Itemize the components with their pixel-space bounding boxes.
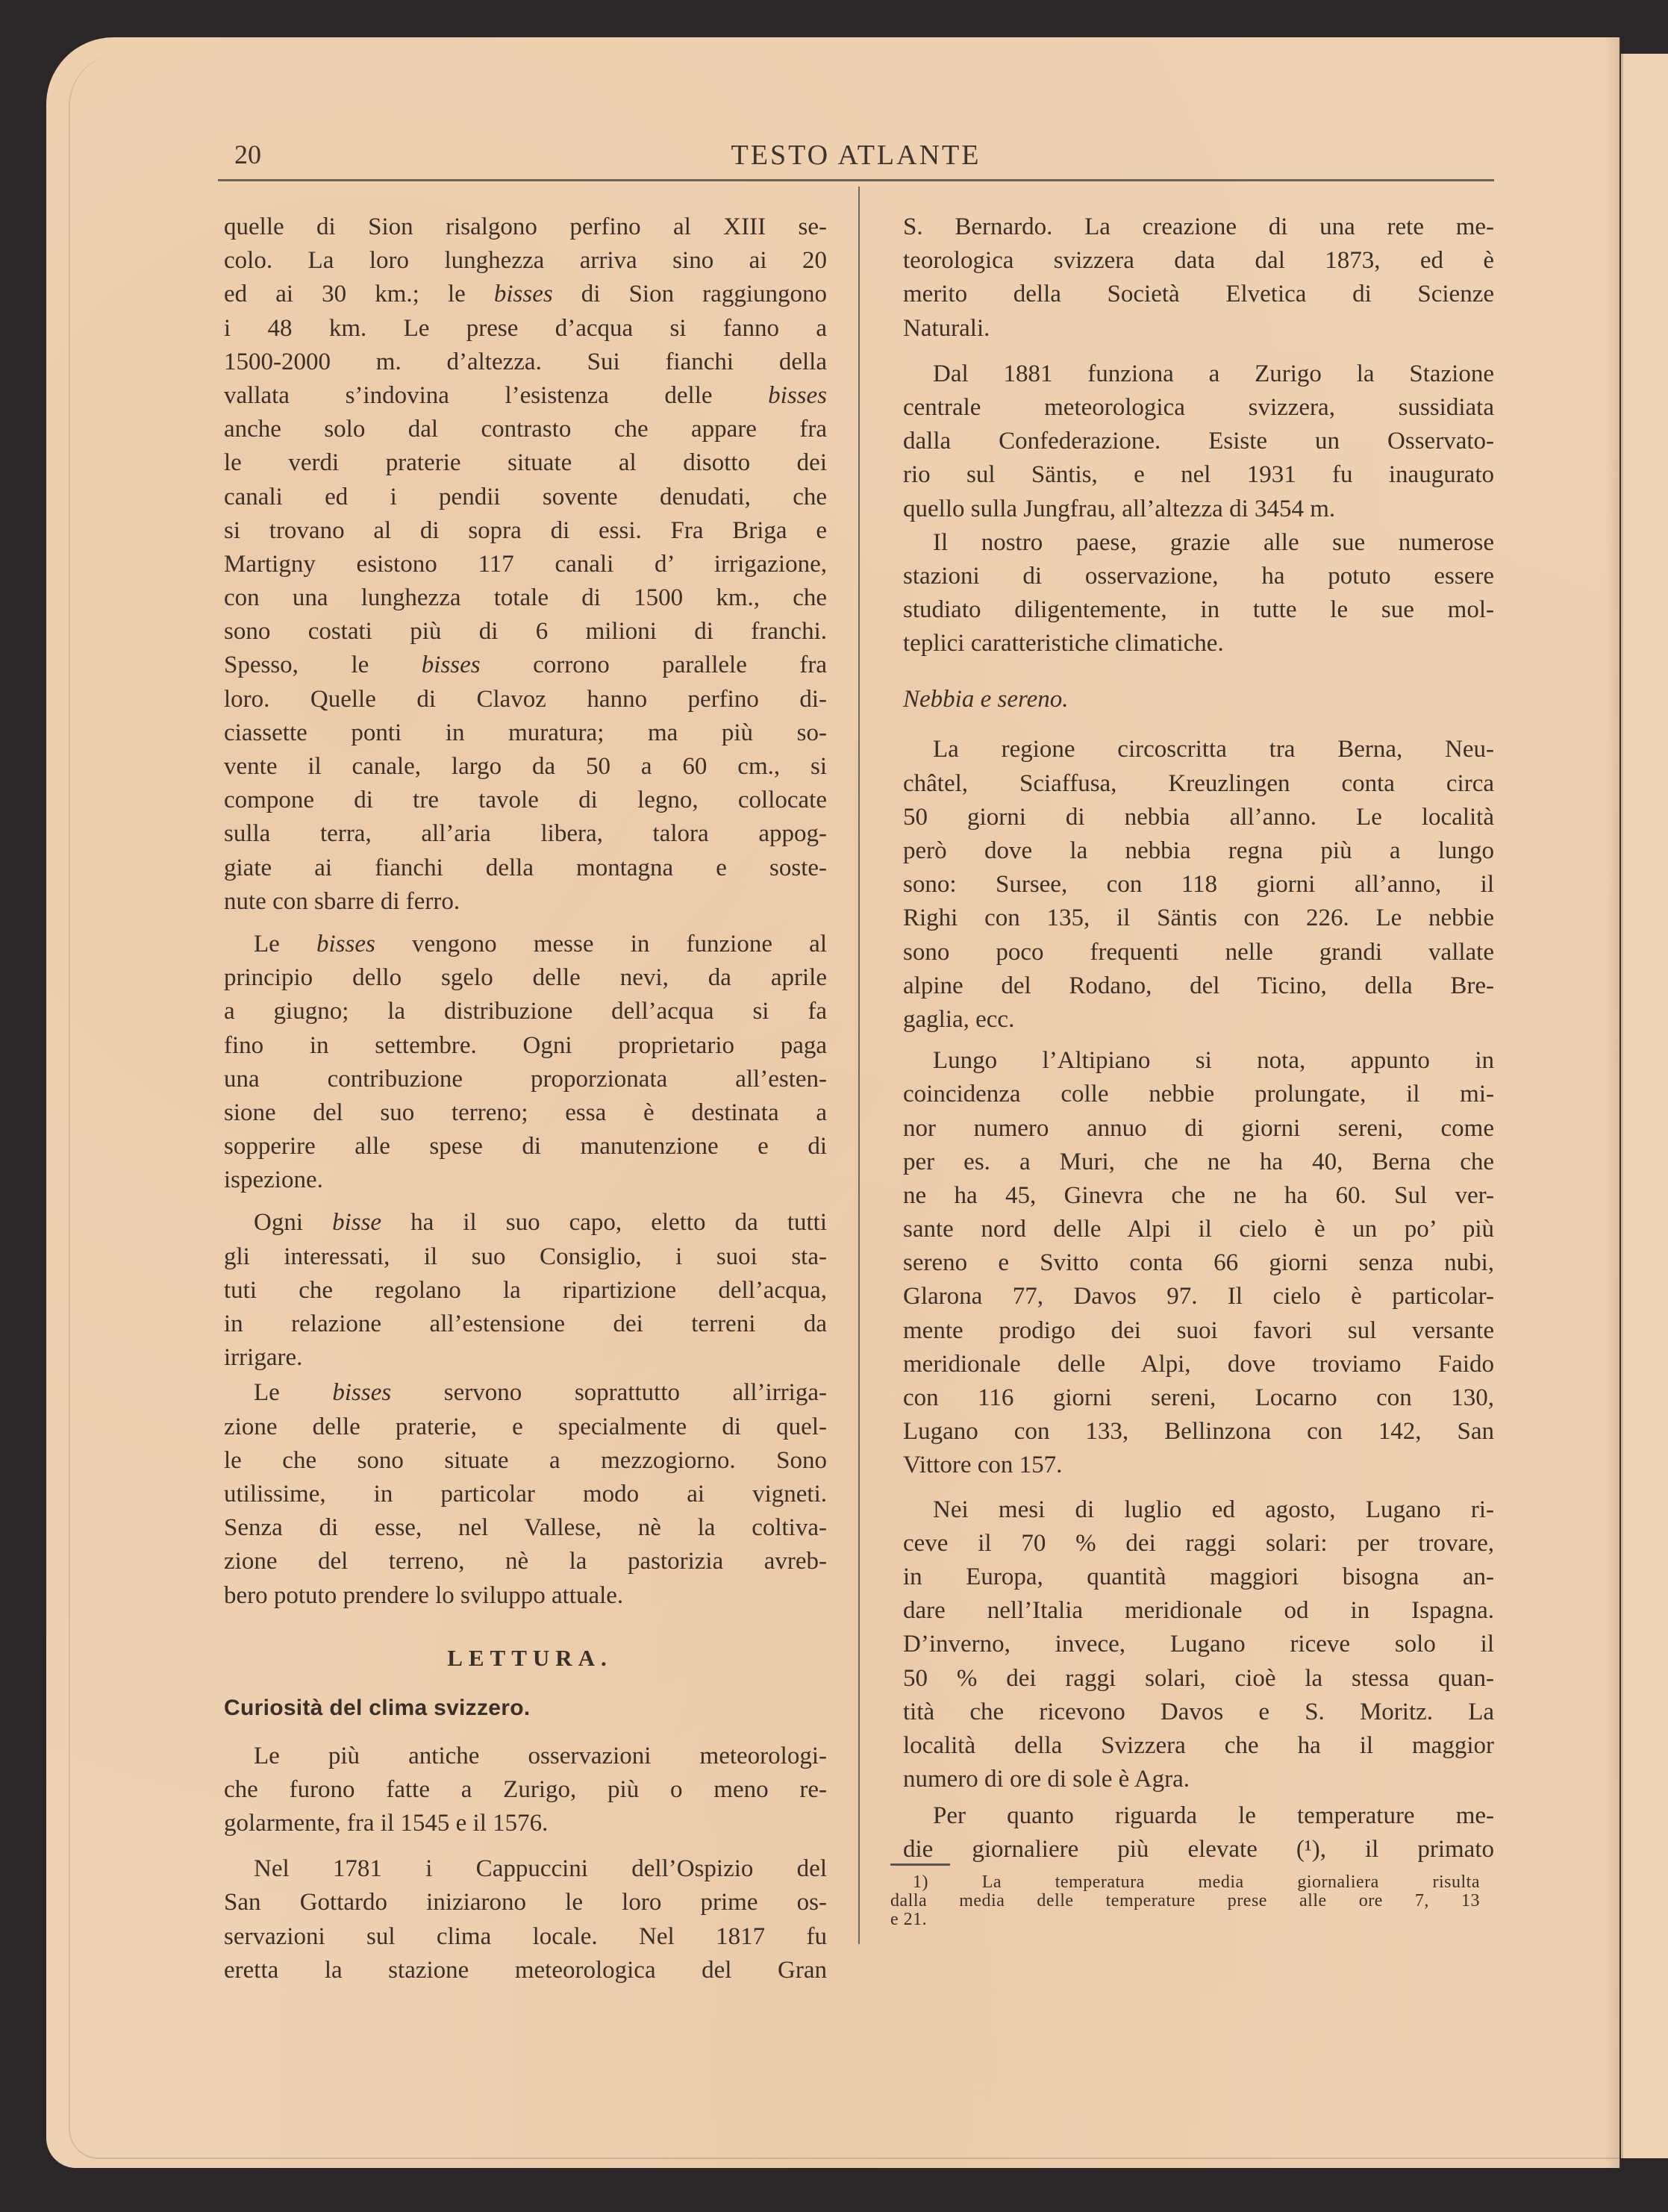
text-line: Le bisses vengono messe in funzione al — [254, 930, 827, 957]
text-line: sopperire alle spese di manutenzione e di — [224, 1133, 827, 1160]
paragraph — [224, 1206, 827, 1375]
text-line: a giugno; la distribuzione dell’acqua si fa — [224, 998, 827, 1025]
text-line: compone di tre tavole di legno, collocate — [224, 787, 827, 814]
text-line: Naturali. — [903, 314, 990, 342]
paragraph — [903, 526, 1494, 661]
paragraph — [224, 1852, 827, 1987]
text-line: tità che ricevono Davos e S. Moritz. La — [903, 1698, 1494, 1725]
text-line: centrale meteorologica svizzera, sussidiata — [903, 393, 1494, 421]
text-line: loro. Quelle di Clavoz hanno perfino di- — [224, 685, 827, 713]
text-line: sono costati più di 6 milioni di franchi. — [224, 618, 827, 646]
text-line: rio sul Säntis, e nel 1931 fu inaugurato — [903, 461, 1494, 489]
left-column — [224, 210, 827, 1987]
text-line: località della Svizzera che ha il maggior — [903, 1731, 1494, 1759]
header-rule — [218, 179, 1494, 181]
paragraph — [903, 1044, 1494, 1482]
text-line: sione del suo terreno; essa è destinata a — [224, 1099, 827, 1126]
text-line: 1500-2000 m. d’altezza. Sui fianchi della — [224, 348, 827, 375]
running-head — [218, 133, 1494, 178]
text-line: alpine del Rodano, del Ticino, della Bre- — [903, 972, 1494, 999]
italic-term: bisses — [332, 1379, 392, 1407]
text-line: le verdi praterie situate al disotto dei — [224, 449, 827, 477]
next-page-edge — [1621, 54, 1668, 2158]
text-line: ne ha 45, Ginevra che ne ha 60. Sul ver- — [903, 1181, 1494, 1209]
text-line: con 116 giorni sereni, Locarno con 130, — [903, 1384, 1494, 1411]
text-line: teorologica svizzera data dal 1873, ed è — [903, 247, 1494, 275]
text-line: si trovano al di sopra di essi. Fra Briga e — [224, 516, 827, 544]
text-line: Senza di esse, nel Vallese, nè la coltiva- — [224, 1514, 827, 1542]
text-line: châtel, Sciaffusa, Kreuzlingen conta circa — [903, 769, 1494, 797]
text-line: sono: Sursee, con 118 giorni all’anno, il — [903, 871, 1494, 899]
text-line: i 48 km. Le prese d’acqua si fanno a — [224, 314, 827, 342]
text-line: teplici caratteristiche climatiche. — [903, 630, 1224, 657]
text-line: ed ai 30 km.; le bisses di Sion raggiungono — [224, 281, 827, 308]
text-line: Per quanto riguarda le temperature me- — [933, 1802, 1494, 1830]
text-line: bero potuto prendere lo sviluppo attuale. — [224, 1581, 624, 1609]
text-line: quello sulla Jungfrau, all’altezza di 3454 m. — [903, 495, 1336, 522]
text-line: Glarona 77, Davos 97. Il cielo è particolar- — [903, 1283, 1494, 1310]
text-line: ciassette ponti in muratura; ma più so- — [224, 719, 827, 746]
text-line: Martigny esistono 117 canali d’ irrigazione, — [224, 550, 827, 578]
text-line: Dal 1881 funziona a Zurigo la Stazione — [933, 360, 1494, 387]
text-line: sante nord delle Alpi il cielo è un po’ più — [903, 1216, 1494, 1243]
paragraph — [903, 357, 1494, 526]
text-line: merito della Società Elvetica di Scienze — [903, 281, 1494, 308]
text-line: Le più antiche osservazioni meteorologi- — [254, 1742, 827, 1769]
spine-shadow — [1605, 37, 1621, 2168]
text-line: vente il canale, largo da 50 a 60 cm., si — [224, 753, 827, 780]
text-line: le che sono situate a mezzogiorno. Sono — [224, 1446, 827, 1474]
text-line: fino in settembre. Ogni proprietario paga — [224, 1031, 827, 1059]
text-line: con una lunghezza totale di 1500 km., che — [224, 584, 827, 612]
running-title: TESTO ATLANTE — [731, 140, 981, 171]
text-line: nute con sbarre di ferro. — [224, 887, 460, 915]
text-line: golarmente, fra il 1545 e il 1576. — [224, 1810, 549, 1837]
paragraph — [224, 210, 827, 919]
paragraph — [903, 1493, 1494, 1797]
paragraph — [903, 210, 1494, 346]
paragraph — [224, 1376, 827, 1612]
text-line: principio dello sgelo delle nevi, da aprile — [224, 964, 827, 992]
text-line: sulla terra, all’aria libera, talora appog- — [224, 820, 827, 848]
text-line: Vittore con 157. — [903, 1452, 1063, 1479]
section-heading-nebbia: Nebbia e sereno. — [903, 686, 1069, 713]
italic-term: bisses — [316, 930, 375, 957]
reading-heading: LETTURA. — [447, 1644, 613, 1671]
italic-term: bisse — [332, 1209, 382, 1237]
text-line: Lungo l’Altipiano si nota, appunto in — [933, 1047, 1494, 1075]
paragraph — [224, 1740, 827, 1841]
text-line: Lugano con 133, Bellinzona con 142, San — [903, 1418, 1494, 1446]
text-line: mente prodigo dei suoi favori sul versante — [903, 1316, 1494, 1344]
right-column — [903, 210, 1494, 1867]
text-line: canali ed i pendii sovente denudati, che — [224, 483, 827, 510]
text-line: 1) La temperatura media giornaliera risulta — [913, 1872, 1480, 1892]
text-line: meridionale delle Alpi, dove troviamo Faido — [903, 1350, 1494, 1378]
text-line: stazioni di osservazione, ha potuto essere — [903, 562, 1494, 590]
text-line: San Gottardo iniziarono le loro prime os- — [224, 1889, 827, 1916]
text-line: ispezione. — [224, 1166, 323, 1194]
text-line: Nel 1781 i Cappuccini dell’Ospizio del — [254, 1855, 827, 1883]
italic-term: bisses — [493, 281, 553, 308]
footnote-rule — [890, 1863, 950, 1866]
text-line: anche solo dal contrasto che appare fra — [224, 416, 827, 443]
text-line: nor numero annuo di giorni sereni, come — [903, 1114, 1494, 1142]
paragraph — [903, 733, 1494, 1037]
text-line: studiato diligentemente, in tutte le sue mol- — [903, 596, 1494, 624]
text-line: in Europa, quantità maggiori bisogna an- — [903, 1563, 1494, 1590]
italic-term: bisses — [768, 381, 827, 409]
text-line: 50 % dei raggi solari, cioè la stessa quan- — [903, 1664, 1494, 1692]
text-line: servazioni sul clima locale. Nel 1817 fu — [224, 1922, 827, 1950]
page-number: 20 — [234, 140, 261, 169]
text-line: colo. La loro lunghezza arriva sino ai 20 — [224, 247, 827, 275]
column-divider — [858, 187, 860, 1944]
italic-term: bisses — [421, 652, 481, 679]
text-line: Spesso, le bisses corrono parallele fra — [224, 652, 827, 679]
text-line: sono poco frequenti nelle grandi vallate — [903, 938, 1494, 966]
text-line: dalla Confederazione. Esiste un Osservato- — [903, 428, 1494, 455]
text-line: Le bisses servono soprattutto all’irriga- — [254, 1379, 827, 1407]
text-line: giate ai fianchi della montagna e soste- — [224, 854, 827, 881]
text-line: dalla media delle temperature prese alle ore 7, 13 — [890, 1891, 1480, 1910]
paragraph — [224, 928, 827, 1198]
text-line: vallata s’indovina l’esistenza delle bisses — [224, 381, 827, 409]
text-line: La regione circoscritta tra Berna, Neu- — [933, 736, 1494, 763]
text-line: irrigare. — [224, 1344, 303, 1372]
footnote — [890, 1873, 1480, 1929]
text-line: numero di ore di sole è Agra. — [903, 1766, 1190, 1793]
text-line: dare nell’Italia meridionale od in Ispagna. — [903, 1597, 1494, 1625]
text-line: però dove la nebbia regna più a lungo — [903, 837, 1494, 864]
text-line: Ogni bisse ha il suo capo, eletto da tutti — [254, 1209, 827, 1237]
text-line: gaglia, ecc. — [903, 1005, 1015, 1033]
text-line: tuti che regolano la ripartizione dell’acqua, — [224, 1276, 827, 1304]
text-line: e 21. — [890, 1910, 928, 1929]
reading-title: Curiosità del clima svizzero. — [224, 1695, 531, 1720]
text-line: Nei mesi di luglio ed agosto, Lugano ri- — [933, 1496, 1494, 1523]
paragraph — [903, 1799, 1494, 1866]
text-line: sereno e Svitto conta 66 giorni senza nubi, — [903, 1249, 1494, 1277]
text-line: die giornaliere più elevate (¹), il primato — [903, 1836, 1494, 1863]
text-line: coincidenza colle nebbie prolungate, il mi- — [903, 1081, 1494, 1108]
text-line: S. Bernardo. La creazione di una rete me- — [903, 213, 1494, 240]
text-line: in relazione all’estensione dei terreni da — [224, 1310, 827, 1337]
text-line: che furono fatte a Zurigo, più o meno re- — [224, 1775, 827, 1803]
text-line: ceve il 70 % dei raggi solari: per trovare, — [903, 1529, 1494, 1557]
text-line: Il nostro paese, grazie alle sue numerose — [933, 528, 1494, 556]
text-line: una contribuzione proporzionata all’esten- — [224, 1065, 827, 1093]
text-line: eretta la stazione meteorologica del Gran — [224, 1956, 827, 1984]
text-line: gli interessati, il suo Consiglio, i suoi sta- — [224, 1243, 827, 1270]
text-line: per es. a Muri, che ne ha 40, Berna che — [903, 1148, 1494, 1175]
text-line: utilissime, in particolar modo ai vigneti. — [224, 1480, 827, 1508]
text-line: 50 giorni di nebbia all’anno. Le località — [903, 803, 1494, 831]
text-line: Righi con 135, il Säntis con 226. Le nebbie — [903, 905, 1494, 932]
text-line: D’inverno, invece, Lugano riceve solo il — [903, 1631, 1494, 1658]
text-line: quelle di Sion risalgono perfino al XIII se- — [224, 213, 827, 240]
text-line: zione delle praterie, e specialmente di quel- — [224, 1413, 827, 1440]
text-line: zione del terreno, nè la pastorizia avreb- — [224, 1548, 827, 1575]
